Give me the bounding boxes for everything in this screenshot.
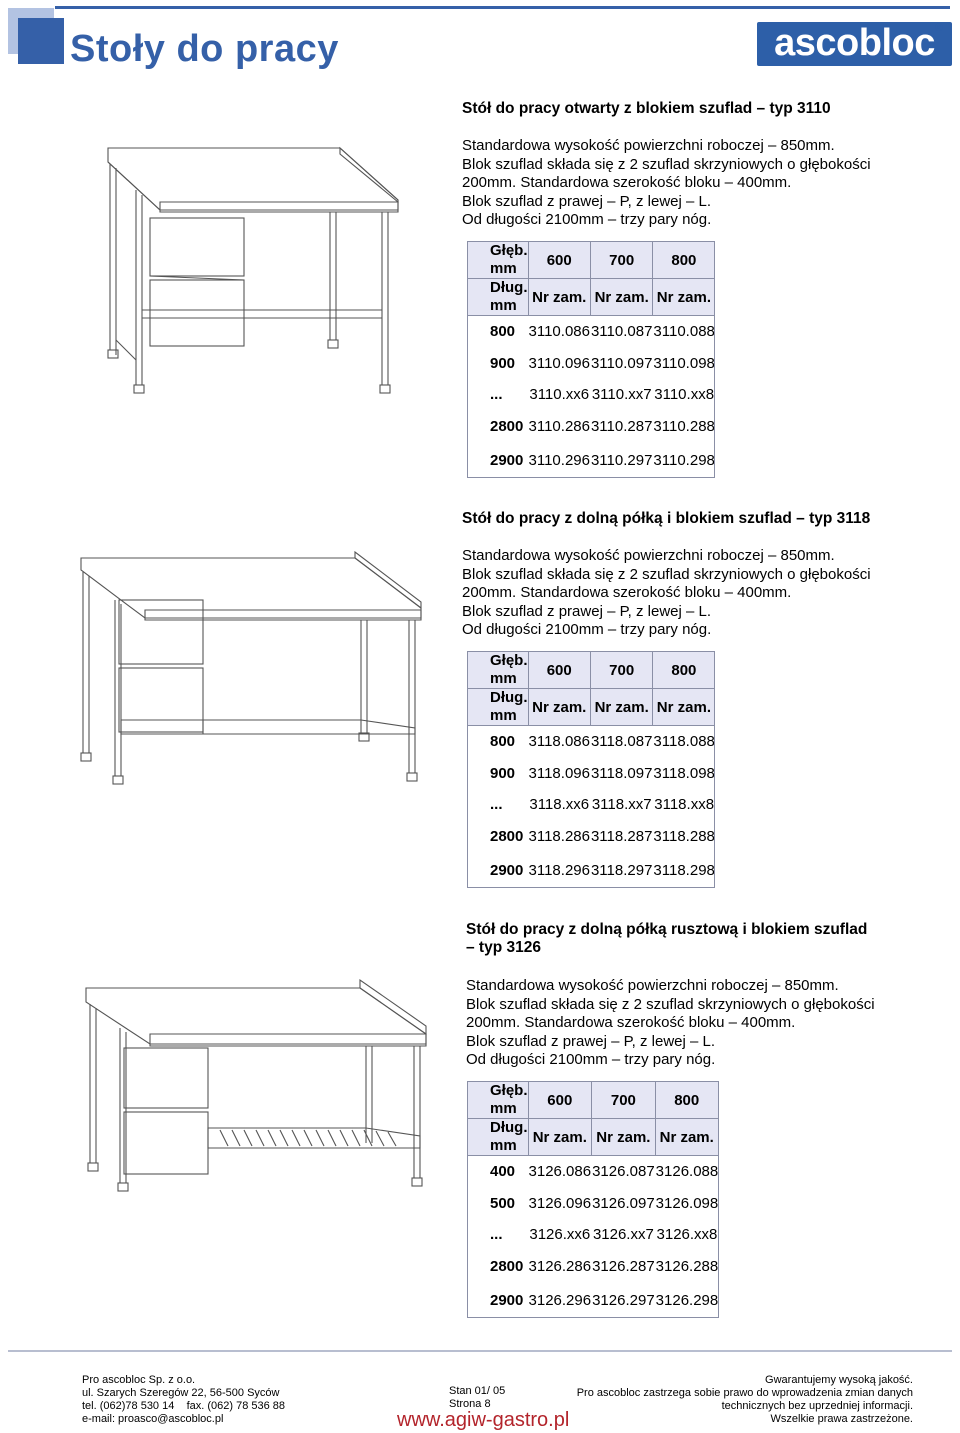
order-code-cell: 3126.287 <box>592 1258 655 1275</box>
section-title-3126 <box>466 921 867 957</box>
table-3126-drawing <box>80 968 440 1198</box>
order-number-header: Nr zam. <box>528 279 590 316</box>
length-cell: 2800 <box>490 1258 524 1275</box>
order-number-header: Nr zam. <box>590 689 652 726</box>
order-code-cell: 3110.088 <box>653 323 715 341</box>
footer-page-info <box>449 1385 505 1411</box>
desc-line: Od długości 2100mm – trzy pary nóg. <box>462 211 712 228</box>
length-cell: 2900 <box>490 1292 524 1309</box>
table-row <box>468 410 715 444</box>
header-square-dark <box>18 18 64 64</box>
order-code-cell: 3118.087 <box>590 733 653 751</box>
footer-line: Gwarantujemy wysoką jakość. <box>765 1374 913 1386</box>
depth-header-cell: 700 <box>590 242 652 279</box>
depth-header-label: Głęb. mm <box>468 242 529 279</box>
table-3110-drawing <box>100 140 420 400</box>
footer-line: ul. Szarych Szeregów 22, 56-500 Syców <box>82 1387 280 1399</box>
order-code-cell: 3118.298 <box>653 862 715 879</box>
order-number-header: Nr zam. <box>653 689 715 726</box>
length-header-label: Dług. mm <box>468 1119 529 1156</box>
order-code-cell: 3118.287 <box>590 828 653 845</box>
footer-company <box>82 1374 285 1426</box>
order-code-cell: 3126.296 <box>528 1292 592 1309</box>
order-code-cell: 3126.xx8 <box>656 1226 718 1243</box>
footer-rule <box>8 1350 952 1352</box>
order-code-cell: 3118.297 <box>590 862 653 879</box>
depth-header-cell: 700 <box>590 652 652 689</box>
order-code-cell: 3110.288 <box>653 418 715 435</box>
footer-line: Pro ascobloc zastrzega sobie prawo do wprowadzenia zmian danych <box>576 1387 913 1399</box>
footer-line: technicznych bez uprzedniej informacji. <box>721 1400 913 1412</box>
spec-table <box>467 1081 719 1318</box>
order-number-header: Nr zam. <box>655 1119 718 1156</box>
section-desc-3110 <box>462 137 932 230</box>
length-cell: ... <box>490 386 503 403</box>
order-code-cell: 3110.287 <box>590 418 653 435</box>
table-row <box>468 1156 719 1188</box>
order-code-cell: 3126.086 <box>528 1163 592 1181</box>
desc-line: Standardowa wysokość powierzchni roboczej – 850mm. <box>462 547 835 564</box>
order-code-cell: 3126.286 <box>528 1258 592 1275</box>
order-code-cell: 3118.xx7 <box>591 796 652 813</box>
depth-header-cell: 800 <box>653 652 715 689</box>
length-cell: 400 <box>490 1163 516 1181</box>
order-code-cell: 3126.298 <box>655 1292 719 1309</box>
desc-line: Od długości 2100mm – trzy pary nóg. <box>462 621 712 638</box>
section-desc-3126 <box>466 977 936 1070</box>
table-row <box>468 758 715 790</box>
desc-line: Blok szuflad składa się z 2 szuflad skrzyniowych o głębokości <box>462 155 871 173</box>
length-cell: 2800 <box>490 418 524 435</box>
order-number-header: Nr zam. <box>653 279 715 316</box>
length-cell: 900 <box>490 355 516 372</box>
length-cell: ... <box>490 796 503 813</box>
order-code-cell: 3110.097 <box>590 355 653 372</box>
footer-website-link[interactable]: www.agiw-gastro.pl <box>397 1409 570 1431</box>
footer-line: Pro ascobloc Sp. z o.o. <box>82 1374 196 1386</box>
order-code-cell: 3110.298 <box>653 452 715 469</box>
header-rule <box>55 6 950 9</box>
table-3118-drawing <box>75 548 435 788</box>
order-code-cell: 3126.096 <box>528 1195 592 1212</box>
footer-disclaimer <box>577 1374 913 1426</box>
table-row <box>468 1220 719 1250</box>
desc-line: Standardowa wysokość powierzchni roboczej – 850mm. <box>462 137 835 154</box>
length-cell: 500 <box>490 1195 516 1212</box>
order-code-cell: 3118.096 <box>528 765 590 782</box>
footer-email: e-mail: proasco@ascobloc.pl <box>82 1413 224 1425</box>
order-code-cell: 3126.098 <box>655 1195 719 1212</box>
order-code-cell: 3118.097 <box>590 765 653 782</box>
order-code-cell: 3110.xx6 <box>529 386 590 403</box>
depth-header-cell: 600 <box>528 242 590 279</box>
order-code-cell: 3110.xx8 <box>654 386 715 403</box>
order-code-cell: 3126.xx6 <box>529 1226 591 1243</box>
spec-table <box>467 651 715 888</box>
length-cell: 2800 <box>490 828 524 845</box>
order-code-cell: 3118.086 <box>528 733 590 751</box>
table-row <box>468 348 715 380</box>
table-row <box>468 820 715 854</box>
length-cell: 800 <box>490 323 516 341</box>
order-number-header: Nr zam. <box>590 279 652 316</box>
order-code-cell: 3126.087 <box>592 1163 655 1181</box>
desc-line: Od długości 2100mm – trzy pary nóg. <box>466 1051 716 1068</box>
length-cell: 800 <box>490 733 516 751</box>
brand-logo: ascobloc <box>757 22 952 66</box>
spec-table <box>467 241 715 478</box>
desc-line: 200mm. Standardowa szerokość bloku – 400mm. <box>466 1014 796 1031</box>
registered-mark: ® <box>935 22 944 34</box>
length-cell: ... <box>490 1226 503 1243</box>
table-row <box>468 790 715 820</box>
table-row <box>468 380 715 410</box>
section-title-3110: Stół do pracy otwarty z blokiem szuflad – typ 3110 <box>462 100 831 117</box>
section-title-line1: Stół do pracy z dolną półką rusztową i blokiem szuflad <box>466 921 868 938</box>
order-code-cell: 3118.xx6 <box>529 796 590 813</box>
footer-line: tel. (062)78 530 14 fax. (062) 78 536 88 <box>82 1400 286 1412</box>
depth-header-cell: 800 <box>655 1082 718 1119</box>
footer-version: Stan 01/ 05 <box>449 1385 506 1397</box>
order-code-cell: 3118.088 <box>653 733 715 751</box>
order-code-cell: 3110.296 <box>528 452 590 469</box>
table-row <box>468 444 715 478</box>
table-row <box>468 1284 719 1318</box>
desc-line: 200mm. Standardowa szerokość bloku – 400mm. <box>462 584 792 601</box>
desc-line: Standardowa wysokość powierzchni roboczej – 850mm. <box>466 977 839 994</box>
table-row <box>468 726 715 758</box>
order-code-cell: 3110.096 <box>528 355 590 372</box>
order-number-header: Nr zam. <box>528 689 590 726</box>
order-code-cell: 3110.098 <box>653 355 715 372</box>
order-code-cell: 3110.xx7 <box>591 386 652 403</box>
length-cell: 2900 <box>490 862 524 879</box>
desc-line: Blok szuflad z prawej – P, z lewej – L. <box>462 192 712 210</box>
order-code-cell: 3126.097 <box>592 1195 655 1212</box>
footer-page-number: Strona 8 <box>449 1398 491 1410</box>
length-cell: 2900 <box>490 452 524 469</box>
desc-line: 200mm. Standardowa szerokość bloku – 400mm. <box>462 174 792 191</box>
section-desc-3118 <box>462 547 932 640</box>
length-header-label: Dług. mm <box>468 279 529 316</box>
depth-header-cell: 600 <box>528 1082 592 1119</box>
depth-header-cell: 700 <box>592 1082 656 1119</box>
section-title-line2: – typ 3126 <box>466 939 541 956</box>
depth-header-label: Głęb. mm <box>468 652 529 689</box>
order-code-cell: 3118.296 <box>528 862 590 879</box>
order-code-cell: 3110.087 <box>590 323 653 341</box>
footer-line: Wszelkie prawa zastrzeżone. <box>770 1413 913 1425</box>
table-row <box>468 1250 719 1284</box>
table-row <box>468 1188 719 1220</box>
depth-header-cell: 800 <box>653 242 715 279</box>
order-code-cell: 3118.286 <box>528 828 590 845</box>
order-code-cell: 3118.288 <box>653 828 715 845</box>
section-title-3118: Stół do pracy z dolną półką i blokiem szuflad – typ 3118 <box>462 510 871 527</box>
desc-line: Blok szuflad składa się z 2 szuflad skrzyniowych o głębokości <box>466 995 875 1013</box>
depth-header-cell: 600 <box>528 652 590 689</box>
order-code-cell: 3110.086 <box>528 323 590 341</box>
page-title: Stoły do pracy <box>70 28 339 70</box>
order-number-header: Nr zam. <box>592 1119 656 1156</box>
desc-line: Blok szuflad z prawej – P, z lewej – L. <box>462 602 712 620</box>
order-code-cell: 3126.xx7 <box>592 1226 654 1243</box>
depth-header-label: Głęb. mm <box>468 1082 529 1119</box>
table-row <box>468 316 715 348</box>
order-code-cell: 3126.088 <box>655 1163 719 1181</box>
order-code-cell: 3126.288 <box>655 1258 719 1275</box>
length-cell: 900 <box>490 765 516 782</box>
order-code-cell: 3110.286 <box>528 418 590 435</box>
order-code-cell: 3126.297 <box>592 1292 655 1309</box>
order-code-cell: 3118.098 <box>653 765 715 782</box>
order-number-header: Nr zam. <box>528 1119 592 1156</box>
table-row <box>468 854 715 888</box>
order-code-cell: 3118.xx8 <box>654 796 715 813</box>
desc-line: Blok szuflad z prawej – P, z lewej – L. <box>466 1032 716 1050</box>
desc-line: Blok szuflad składa się z 2 szuflad skrzyniowych o głębokości <box>462 565 871 583</box>
order-code-cell: 3110.297 <box>590 452 653 469</box>
length-header-label: Dług. mm <box>468 689 529 726</box>
